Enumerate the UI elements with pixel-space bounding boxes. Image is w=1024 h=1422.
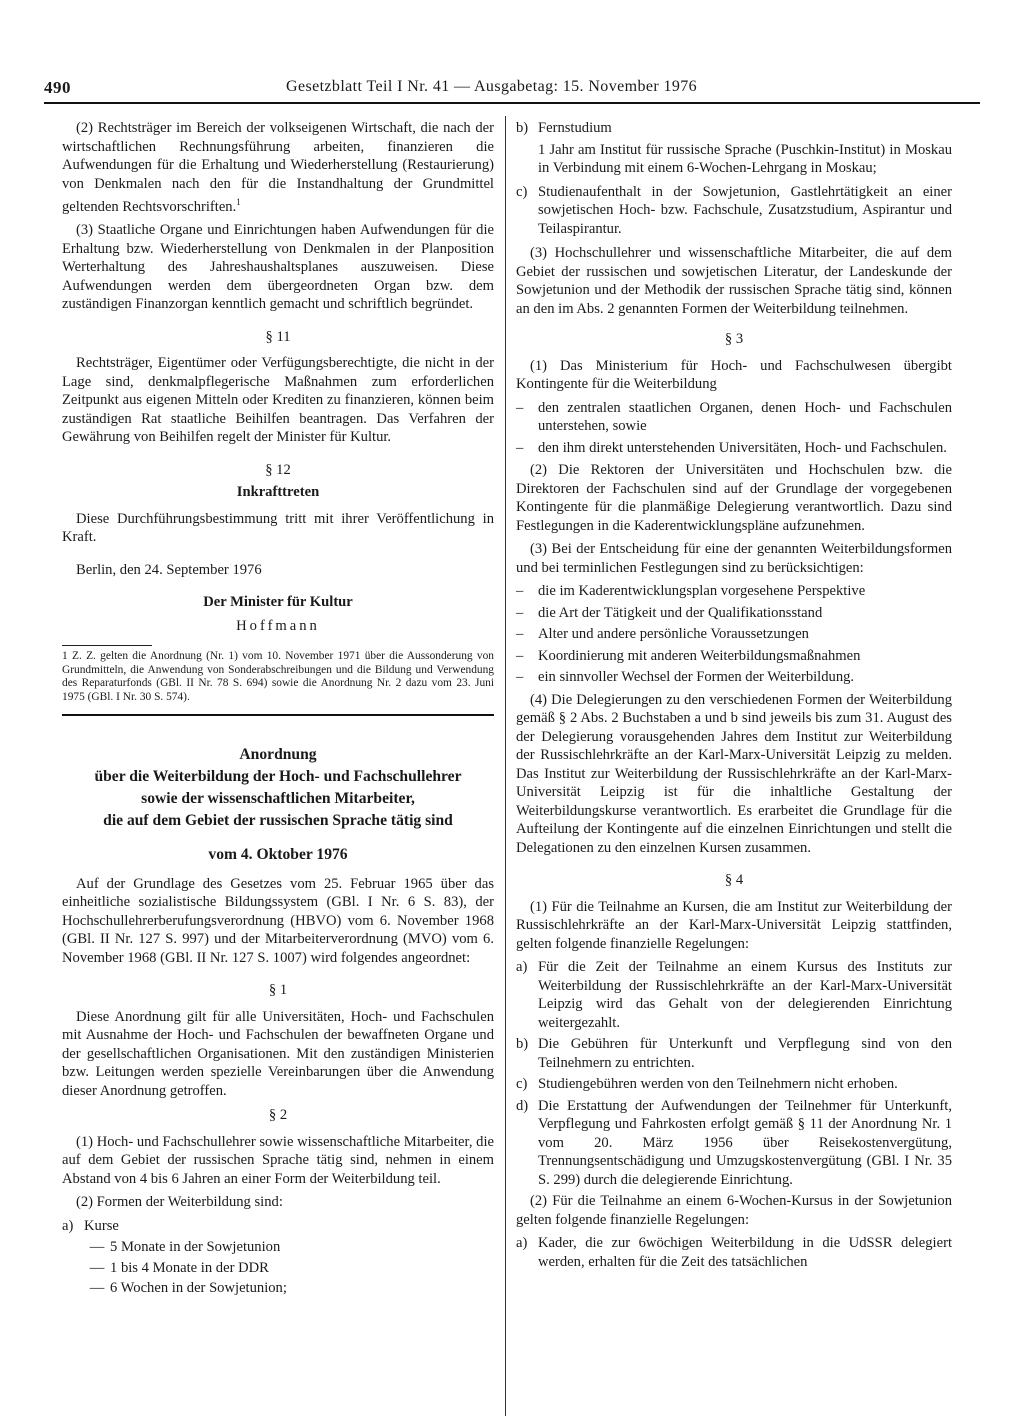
list-item — [516, 1234, 952, 1271]
dash-marker: – — [516, 399, 524, 416]
left-column — [62, 119, 494, 1300]
section-heading: § 4 — [724, 872, 744, 888]
paragraph: Auf der Grundlage des Gesetzes vom 25. Februar 1965 über das einheitliche sozialistische Bildungssystem (GBl. I Nr. 6 S. 83), der Hochschullehrerberufungsverordnung (HBVO) vom 6. November 1968 (GBl. II Nr. 127 S. 997) und der Mitarbeiterverordnung (MVO) vom 6. November 1968 (GBl. II Nr. 127 S. 1007) wird folgendes angeordnet: — [62, 875, 494, 966]
ordinance-subtitle: die auf dem Gebiet der russischen Sprache tätig sind — [103, 812, 453, 830]
list-item — [516, 1075, 952, 1094]
paragraph: (4) Die Delegierungen zu den verschiedenen Formen der Weiterbildung gemäß § 2 Abs. 2 Buchstaben a und b sind jeweils bis zum 31. August des der Delegierung vorausgehenden Jahres dem Institut zur Weiterbildung der Russischlehrkräfte an der Karl-Marx-Universität Leipzig zu melden. Das Institut zur Weiterbildung der Russischlehrkräfte an der Karl-Marx-Universität Leipzig ist für die inhaltliche Gestaltung der Weiterbildungskurse verantwortlich. Es erarbeitet die Grundlage für die Aufteilung der Kontingente auf die einzelnen Einrichtungen und stellt die Delegationen zu den einzelnen Kursen zusammen. — [516, 691, 952, 856]
list-item — [516, 183, 952, 239]
list-item: – Koordinierung mit anderen Weiterbildungsmaßnahmen — [516, 647, 861, 664]
paragraph: (1) Für die Teilnahme an Kursen, die am Institut zur Weiterbildung der Russischlehrkräfte an der Karl-Marx-Universität Leipzig stattfinden, gelten folgende finanzielle Regelungen: — [516, 898, 952, 952]
ordinance-subtitle: über die Weiterbildung der Hoch- und Fachschullehrer — [94, 768, 462, 786]
paragraph: (1) Hoch- und Fachschullehrer sowie wissenschaftliche Mitarbeiter, die auf dem Gebiet der russischen Sprache tätig sind, nehmen in einem Abstand von 4 bis 6 Jahren an einer Form der Weiterbildung teil. — [62, 1133, 494, 1187]
dash-marker: — — [89, 1239, 105, 1256]
list-item: — 1 bis 4 Monate in der DDR — [84, 1259, 494, 1278]
list-item — [516, 1035, 952, 1072]
dash-marker: — — [89, 1280, 105, 1297]
list-marker: b) — [516, 120, 529, 136]
footnote-rule — [62, 645, 152, 646]
paragraph: (1) Das Ministerium für Hoch- und Fachschulwesen übergibt Kontingente für die Weiterbildung — [516, 357, 952, 392]
list-text: 1 Jahr am Institut für russische Sprache (Puschkin-Institut) in Moskau in Verbindung mit einem 6-Wochen-Lehrgang in Moskau; — [538, 141, 952, 176]
dash-marker: – — [516, 583, 524, 599]
list-text: Für die Zeit der Teilnahme an einem Kursus des Instituts zur Weiterbildung der Russischlehrkräfte an der Karl-Marx-Universität Leipzig wird das Gehalt von der delegierenden Einrichtung weitergezahlt. — [538, 959, 952, 1031]
list-item: – den zentralen staatlichen Organen, denen Hoch- und Fachschulen unterstehen, sowie — [516, 399, 952, 434]
section-heading: § 12 — [265, 461, 291, 478]
list-item: — 5 Monate in der Sowjetunion — [84, 1238, 494, 1257]
paragraph: (2) Für die Teilnahme an einem 6-Wochen-Kursus in der Sowjetunion gelten folgende finanzielle Regelungen: — [516, 1193, 952, 1228]
list-marker: c) — [516, 183, 528, 200]
ordinance-title: Anordnung — [239, 746, 317, 764]
list-marker: a) — [62, 1217, 74, 1234]
list-marker: a) — [516, 1235, 528, 1251]
section-heading: § 3 — [724, 331, 744, 347]
list-marker: d) — [516, 1097, 529, 1114]
dash-marker: – — [516, 647, 524, 664]
place-date: Berlin, den 24. September 1976 — [76, 561, 262, 578]
column-divider — [505, 116, 506, 1416]
signer-name: Hoffmann — [236, 617, 320, 634]
paragraph: Diese Durchführungsbestimmung tritt mit ihrer Veröffentlichung in Kraft. — [62, 510, 494, 546]
list-text: Studienaufenthalt in der Sowjetunion, Gastlehrtätigkeit an einer sowjetischen Hoch- bzw. Fachschule, Zusatzstudium, Aspirantur und Teilaspirantur. — [538, 183, 952, 237]
footnote: 1 Z. Z. gelten die Anordnung (Nr. 1) vom 10. November 1971 über die Aussonderung von Grundmitteln, die Anwendung von Sonderabschreibungen und die Bildung und Verwendung des Reparaturfonds (GBl. II Nr. 78 S. 694) sowie die Anordnung Nr. 2 dazu vom 23. Juni 1975 (GBl. I Nr. 30 S. 574). — [62, 650, 494, 703]
ordinance-date: vom 4. Oktober 1976 — [208, 846, 348, 864]
section-separator — [62, 714, 494, 716]
list-item: – ein sinnvoller Wechsel der Formen der Weiterbildung. — [516, 669, 855, 685]
paragraph: (2) Rechtsträger im Bereich der volkseigenen Wirtschaft, die nach der wirtschaftlichen Rechnungsführung arbeiten, finanzieren die Aufwendungen für die Erhaltung und Wiederherstellung (Restaurierung) von Denkmalen nach den für die Instandhaltung der Grundmittel geltenden Rechtsvorschriften.$^1$ — [62, 120, 494, 215]
paragraph: (3) Bei der Entscheidung für eine der genannten Weiterbildungsformen und bei terminlichen Festlegungen sind zu berücksichtigen: — [516, 541, 952, 576]
page-number: 490 — [44, 78, 71, 97]
paragraph: (3) Hochschullehrer und wissenschaftliche Mitarbeiter, die auf dem Gebiet der russischen und sowjetischen Literatur, der Landeskunde der Sowjetunion und der Methodik der russischen Sprache tätig sind, können an den im Abs. 2 genannten Formen der Weiterbildung teilnehmen. — [516, 245, 952, 317]
list-text: Kader, die zur 6wöchigen Weiterbildung in die UdSSR delegiert werden, erhalten für die Zeit des tatsächlichen — [538, 1235, 952, 1270]
paragraph: Diese Anordnung gilt für alle Universitäten, Hoch- und Fachschulen mit Ausnahme der Hoch- und Fachschulen der bewaffneten Organe und der gesellschaftlichen Organisationen. Mit den zuständigen Ministerien bzw. Leitungen werden spezielle Vereinbarungen über die Anwendung dieser Anordnung getroffen. — [62, 1008, 494, 1099]
section-heading: § 2 — [268, 1107, 288, 1124]
right-column — [516, 119, 952, 1274]
list-item: — 6 Wochen in der Sowjetunion; — [84, 1279, 494, 1298]
list-item: – den ihm direkt unterstehenden Universitäten, Hoch- und Fachschulen. — [516, 439, 947, 456]
ordinance-subtitle: sowie der wissenschaftlichen Mitarbeiter, — [141, 790, 415, 808]
dash-marker: — — [89, 1259, 105, 1276]
list-item — [516, 1097, 952, 1190]
section-heading: § 1 — [268, 982, 288, 999]
list-text: Die Erstattung der Aufwendungen der Teilnehmer für Unterkunft, Verpflegung und Fahrkosten erfolgt gemäß § 11 der Anordnung Nr. 1 vom 20. März 1956 über Reisekostenvergütung, Trennungsentschädigung und Umzugskostenvergütung (GBl. I Nr. 35 S. 299) durch die delegierende Einrichtung. — [538, 1097, 952, 1188]
signer-title: Der Minister für Kultur — [203, 594, 353, 611]
list-text: Die Gebühren für Unterkunft und Verpflegung sind von den Teilnehmern zu entrichten. — [538, 1036, 952, 1071]
list-marker: a) — [516, 959, 528, 975]
list-text: Studiengebühren werden von den Teilnehmern nicht erhoben. — [538, 1076, 898, 1092]
dash-marker: – — [516, 604, 524, 621]
paragraph: (3) Staatliche Organe und Einrichtungen haben Aufwendungen für die Erhaltung bzw. Wiederherstellung von Denkmalen in der Planposition Werterhaltung des Jahreshaushaltsplanes auszuweisen. Diese Aufwendungen werden dem übergeordneten Organ bzw. dem zuständigen Finanzorgan kenntlich gemacht und schriftlich begründet. — [62, 222, 494, 313]
dash-marker: – — [516, 439, 524, 456]
paragraph: (2) Die Rektoren der Universitäten und Hochschulen bzw. die Direktoren der Fachschulen sind auf der Grundlage der vorgegebenen Kontingente für die planmäßige Delegierung verantwortlich. Dazu sind Festlegungen in die Kaderentwicklungspläne aufzunehmen. — [516, 462, 952, 534]
running-title: Gesetzblatt Teil I Nr. 41 — Ausgabetag: 15. November 1976 — [286, 78, 698, 95]
list-item: – Alter und andere persönliche Voraussetzungen — [516, 626, 809, 642]
dash-marker: – — [516, 626, 524, 642]
list-item: – die Art der Tätigkeit und der Qualifikationsstand — [516, 604, 823, 621]
list-item: – die im Kaderentwicklungsplan vorgesehene Perspektive — [516, 583, 866, 599]
list-item — [516, 958, 952, 1032]
list-marker: b) — [516, 1036, 529, 1052]
list-text: Kurse — [84, 1217, 119, 1234]
list-marker: c) — [516, 1076, 528, 1092]
section-heading: § 11 — [265, 328, 291, 345]
list-text: Fernstudium — [538, 120, 612, 136]
list-item — [516, 119, 952, 138]
dash-marker: – — [516, 669, 524, 685]
paragraph: Rechtsträger, Eigentümer oder Verfügungsberechtigte, die nicht in der Lage sind, denkmalpflegerische Maßnahmen zum erforderlichen Zeitpunkt aus eigenen Mitteln oder Krediten zu finanzieren, können beim zuständigen Rat staatliche Beihilfen beantragen. Das Verfahren der Gewährung von Beihilfen regelt der Minister für Kultur. — [62, 355, 494, 446]
footnote-marker: 1 — [236, 197, 241, 207]
paragraph: (2) Formen der Weiterbildung sind: — [76, 1194, 283, 1211]
page-header — [44, 78, 980, 104]
list-item — [62, 1217, 494, 1236]
section-title: Inkrafttreten — [236, 484, 320, 501]
